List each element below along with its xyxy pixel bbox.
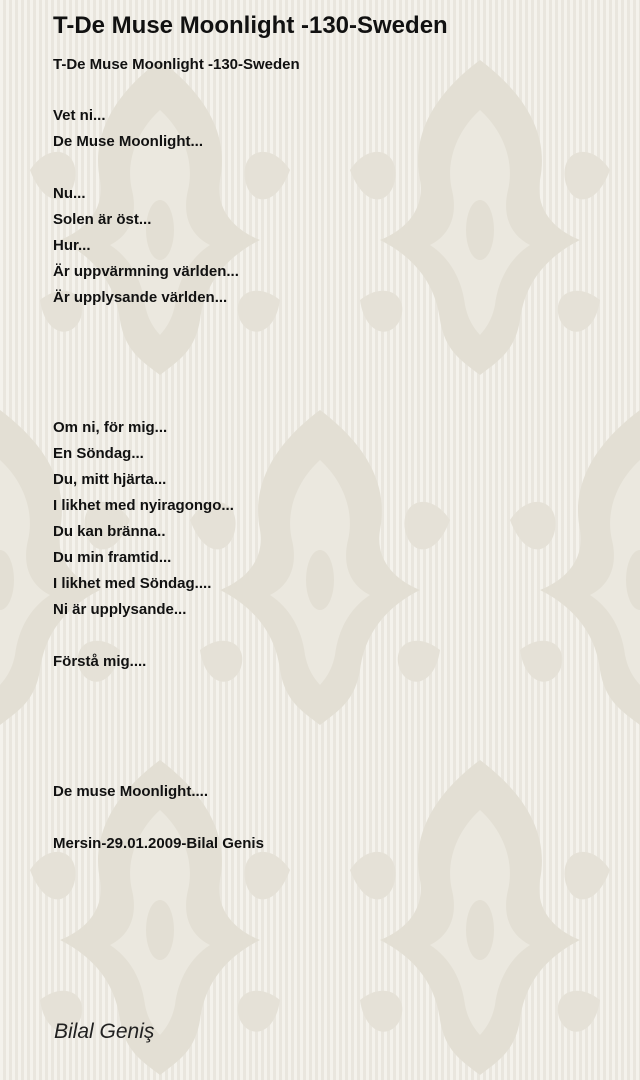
poem-line [53,627,264,653]
poem-line [53,367,264,393]
poem-line: Om ni, för mig... [53,419,168,436]
poem-line [53,705,264,731]
poem-line: Förstå mig.... [53,653,147,670]
poem-body [53,107,264,861]
poem-line [53,757,264,783]
poem-line: Är uppvärmning världen... [53,263,239,280]
poem-line: De Muse Moonlight... [53,133,203,150]
poem-line: Solen är öst... [53,211,152,228]
poem-line: Ni är upplysande... [53,601,187,618]
poem-line [53,809,264,835]
poem-line [53,315,264,341]
poem-line: Mersin-29.01.2009-Bilal Genis [53,835,264,852]
poem-line: Hur... [53,237,91,254]
poem-line: Nu... [53,185,86,202]
poem-line: Är upplysande världen... [53,289,228,306]
page-title: T-De Muse Moonlight -130-Sweden [53,12,448,39]
poem-heading: T-De Muse Moonlight -130-Sweden [53,56,300,73]
poem-line [53,731,264,757]
poem-line [53,159,264,185]
poem-line: Vet ni... [53,107,106,124]
poem-line: Du kan bränna.. [53,523,166,540]
poem-line: I likhet med Söndag.... [53,575,212,592]
author-signature: Bilal Geniş [54,1020,155,1043]
poem-line [53,393,264,419]
poem-line: En Söndag... [53,445,144,462]
poem-line: Du, mitt hjärta... [53,471,167,488]
poem-line [53,341,264,367]
poem-line: De muse Moonlight.... [53,783,209,800]
poem-line [53,679,264,705]
poem-line: Du min framtid... [53,549,172,566]
poem-line: I likhet med nyiragongo... [53,497,234,514]
